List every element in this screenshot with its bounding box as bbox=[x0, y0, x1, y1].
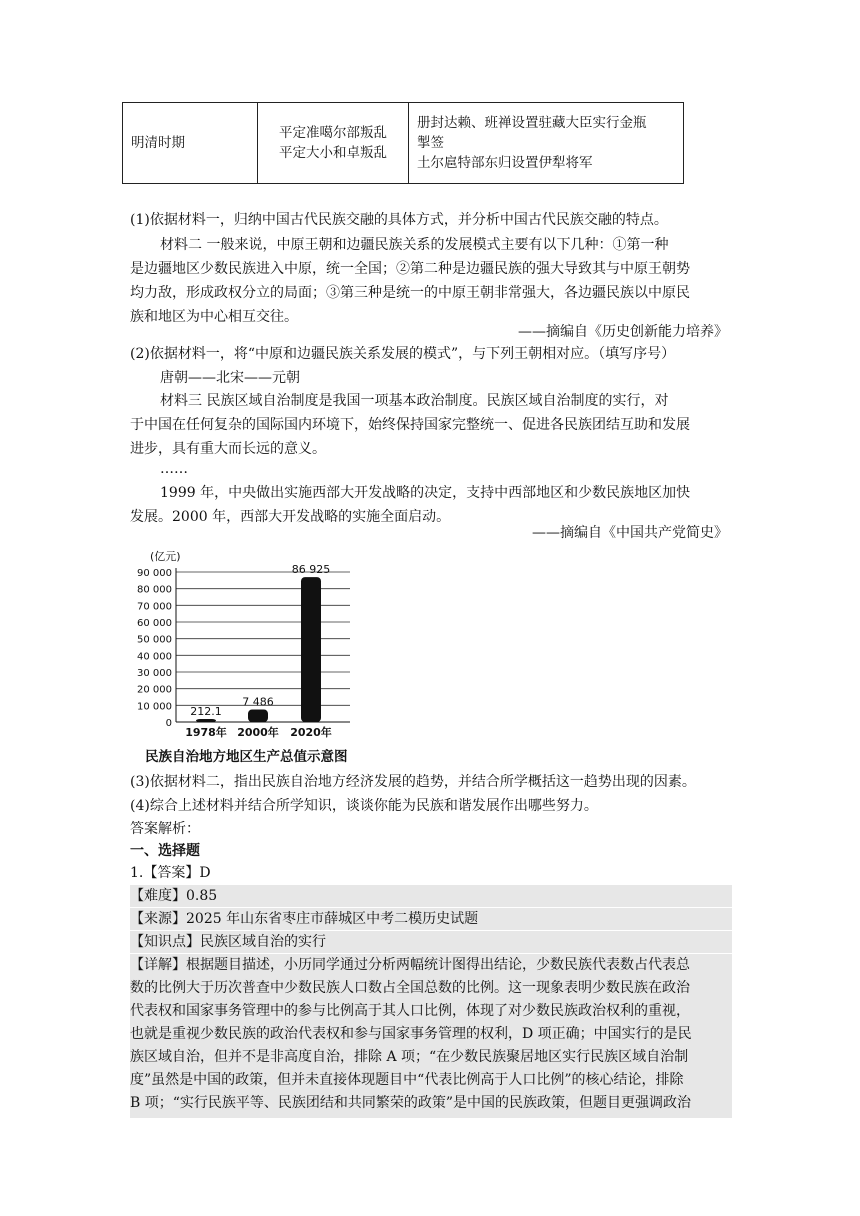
answer-number: 1.【答案】D bbox=[130, 865, 211, 881]
material-2-source: ——摘编自《历史创新能力培养》 bbox=[518, 324, 728, 340]
y-tick-label: 20 000 bbox=[137, 684, 172, 696]
y-tick-label: 80 000 bbox=[137, 584, 172, 596]
answer-knowledge: 【知识点】民族区域自治的实行 bbox=[130, 934, 326, 950]
y-tick-label: 40 000 bbox=[137, 651, 172, 663]
material-3b-line: 1999 年，中央做出实施西部大开发战略的决定，支持中西部地区和少数民族地区加快 bbox=[160, 485, 691, 501]
measure-item: 掣签 bbox=[417, 135, 444, 151]
event-item: 平定大小和卓叛乱 bbox=[279, 145, 387, 161]
answer-source: 【来源】2025 年山东省枣庄市薛城区中考二模历史试题 bbox=[130, 911, 479, 927]
measures-cell bbox=[409, 103, 684, 184]
era-cell: 明清时期 bbox=[123, 103, 258, 184]
bar-value-label: 86 925 bbox=[291, 563, 331, 577]
bar bbox=[248, 710, 268, 722]
question-2: (2)依据材料一，将“中原和边疆民族关系发展的模式”，与下列王朝相对应。（填写序号） bbox=[130, 346, 676, 362]
x-tick-label: 2020年 bbox=[290, 726, 332, 739]
material-3-line: 于中国在任何复杂的国际国内环境下，始终保持国家完整统一、促进各民族团结互助和发展 bbox=[130, 417, 690, 433]
material-2-line: 均力敌，形成政权分立的局面；③第三种是统一的中原王朝非常强大，各边疆民族以中原民 bbox=[130, 285, 690, 301]
question-1: (1)依据材料一，归纳中国古代民族交融的具体方式，并分析中国古代民族交融的特点。 bbox=[130, 212, 668, 228]
answer-detail-line: 度”虽然是中国的政策，但并未直接体现题目中“代表比例高于人口比例”的核心结论，排除 bbox=[130, 1072, 684, 1088]
material-3b-line: 发展。2000 年，西部大开发战略的实施全面启动。 bbox=[130, 509, 451, 525]
era-table bbox=[122, 102, 684, 184]
y-tick-label: 90 000 bbox=[137, 568, 172, 579]
material-3-source: ——摘编自《中国共产党简史》 bbox=[532, 525, 728, 541]
material-2-line: 族和地区为中心相互交往。 bbox=[130, 309, 298, 325]
y-tick-label: 70 000 bbox=[137, 601, 172, 613]
y-axis-label: (亿元) bbox=[150, 550, 181, 563]
answer-heading: 答案解析： bbox=[130, 821, 200, 837]
ellipsis: …… bbox=[160, 461, 188, 477]
gdp-bar-chart bbox=[128, 546, 358, 766]
y-tick-label: 50 000 bbox=[137, 634, 172, 646]
answer-detail-line: 代表权和国家事务管理中的参与比例高于其人口比例，体现了对少数民族政治权利的重视， bbox=[130, 1003, 690, 1019]
material-3-line: 进步，具有重大而长远的意义。 bbox=[130, 441, 326, 457]
answer-detail-line: 也就是重视少数民族的政治代表权和参与国家事务管理的权利，D 项正确；中国实行的是民 bbox=[130, 1026, 692, 1042]
answer-detail-line: 数的比例大于历次普查中少数民族人口数占全国总数的比例。这一现象表明少数民族在政治 bbox=[130, 980, 690, 996]
bar-value-label: 7 486 bbox=[242, 695, 274, 709]
bar bbox=[196, 719, 216, 722]
answer-detail-line: 族区域自治，但并不是非高度自治，排除 A 项；“在少数民族聚居地区实行民族区域自治制 bbox=[130, 1049, 689, 1065]
answer-detail-line: 【详解】根据题目描述，小历同学通过分析两幅统计图得出结论，少数民族代表数占代表总 bbox=[130, 957, 690, 973]
measure-item: 册封达赖、班禅设置驻藏大臣实行金瓶 bbox=[417, 115, 647, 131]
chart-title: 民族自治地方地区生产总值示意图 bbox=[145, 749, 348, 765]
section-heading: 一、选择题 bbox=[130, 843, 200, 859]
x-tick-label: 2000年 bbox=[237, 726, 279, 739]
material-2-line: 是边疆地区少数民族进入中原，统一全国；②第二种是边疆民族的强大导致其与中原王朝势 bbox=[130, 261, 690, 277]
y-tick-label: 60 000 bbox=[137, 618, 172, 629]
y-tick-label: 0 bbox=[165, 718, 172, 729]
y-tick-label: 10 000 bbox=[137, 701, 172, 713]
measure-item: 土尔扈特部东归设置伊犁将军 bbox=[417, 155, 593, 171]
bar-value-label: 212.1 bbox=[190, 705, 222, 718]
material-3-line: 材料三 民族区域自治制度是我国一项基本政治制度。民族区域自治制度的实行，对 bbox=[160, 393, 669, 409]
event-item: 平定准噶尔部叛乱 bbox=[279, 125, 387, 141]
answer-difficulty: 【难度】0.85 bbox=[130, 888, 218, 904]
table-row bbox=[123, 103, 684, 184]
question-4: (4)综合上述材料并结合所学知识，谈谈你能为民族和谐发展作出哪些努力。 bbox=[130, 798, 598, 814]
question-2-dynasties: 唐朝——北宋——元朝 bbox=[160, 370, 300, 386]
events-cell bbox=[258, 103, 409, 184]
answer-detail-line: B 项；“实行民族平等、民族团结和共同繁荣的政策”是中国的民族政策，但题目更强调政治 bbox=[130, 1095, 692, 1111]
bar bbox=[301, 577, 321, 722]
question-3: (3)依据材料二，指出民族自治地方经济发展的趋势，并结合所学概括这一趋势出现的因素。 bbox=[130, 774, 696, 790]
material-2-line: 材料二 一般来说，中原王朝和边疆民族关系的发展模式主要有以下几种：①第一种 bbox=[160, 237, 669, 253]
y-tick-label: 30 000 bbox=[137, 668, 172, 679]
x-tick-label: 1978年 bbox=[185, 726, 227, 739]
